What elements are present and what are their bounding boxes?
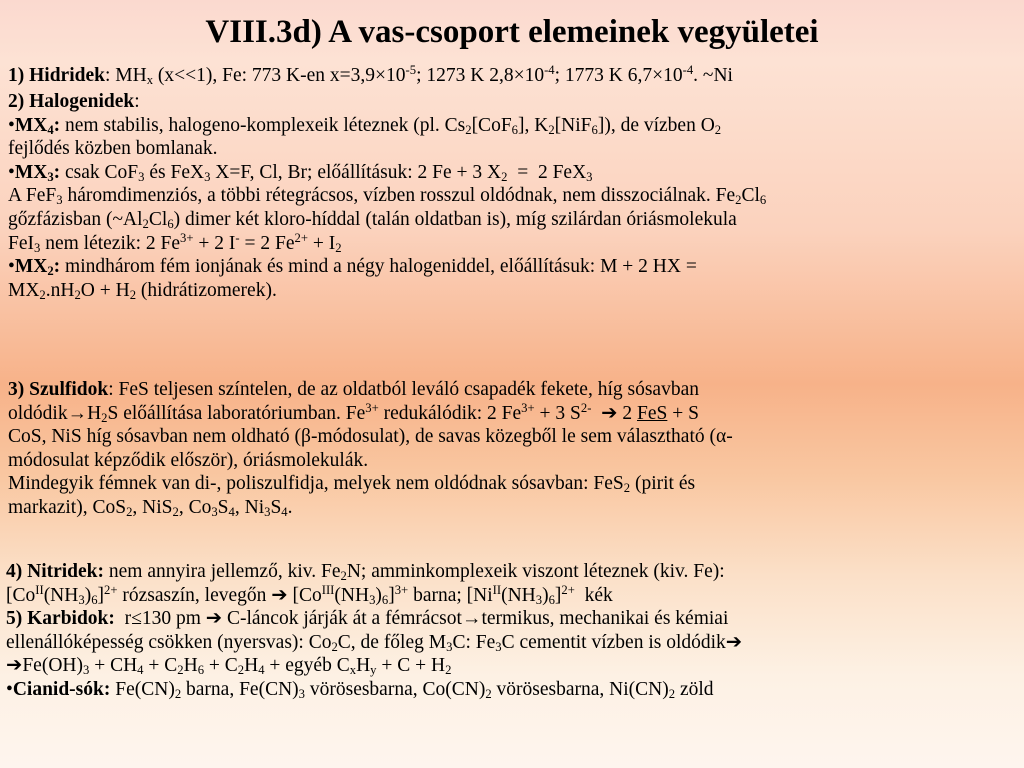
mx4-line-2: fejlődés közben bomlanak. xyxy=(8,138,218,160)
section-hydrides xyxy=(8,64,1018,88)
sulfides-line-2: $oldódik\to H_2S$ előállítása laboratóriumban. $Fe^{3+}$ redukálódik: 2 $Fe^{3+} + 3$ $S^{2-}$ ➔ 2 FeS + S xyxy=(8,400,699,425)
mx3-line-2: A FeF$_3$ háromdimenziós, a többi rétegrácsos, vízben rosszul oldódnak, nem disszociálnak. $Fe_2Cl_6$ xyxy=(8,185,767,208)
carbides-line-1: 5) Karbidok: r≤130 pm ➔ C-láncok járják át a fémrácsot→termikus, mechanikai és kémiai xyxy=(6,608,729,630)
nitrides-line-2: $[Co^{II}(NH_3)_6]^{2+}$ rózsaszín, levegőn ➔ $[Co^{III}(NH_3)_6]^{3+}$ barna; $[Ni^{II}(NH_3)_6]^{2+}$ kék xyxy=(6,582,613,607)
section-sulfides xyxy=(8,378,1018,520)
sulfides-line-6: markazit), CoS$_2$, NiS$_2$, $Co_3S_4$, $Ni_3S_4$. xyxy=(8,496,293,520)
sulfides-line-3: CoS, NiS híg sósavban nem oldható (β-módosulat), de savas közegből le sem választható (α- xyxy=(8,426,733,448)
sulfides-line-4: módosulat képződik először), óriásmolekulák. xyxy=(8,449,369,471)
carbides-line-2: ellenállóképesség csökken (nyersvas): $Co_2C$, de főleg $M_3C$: $Fe_3C$ cementit vízben is oldódik➔ xyxy=(6,631,743,654)
sulfides-line-1: 3) Szulfidok: FeS teljesen színtelen, de az oldatból leváló csapadék fekete, híg sósavban xyxy=(8,379,699,400)
cyanides-line: •Cianid-sók: $Fe(CN)_2$ barna, $Fe(CN)_3$ vörösesbarna, $Co(CN)_2$ vörösesbarna, $Ni(CN)_2$ zöld xyxy=(6,678,714,702)
mx3-line-3: gőzfázisban $(\sim Al_2Cl_6)$ dimer két kloro-híddal (talán oldatban is), míg szilárdan óriásmolekula xyxy=(8,208,737,232)
section-halides xyxy=(8,90,1018,302)
nitrides-line-1: 4) Nitridek: nem annyira jellemző, kiv. $Fe_2N$; amminkomplexeik viszont léteznek (kiv. Fe): xyxy=(6,561,725,584)
mx3-line-4: FeI$_3$ nem létezik: 2 $Fe^{3+} + 2$ I- = 2 $Fe^{2+} + I_2$ xyxy=(8,230,342,255)
sulfides-line-5: Mindegyik fémnek van di-, poliszulfidja, melyek nem oldódnak sósavban: FeS$_2$ (pirit és xyxy=(8,473,696,496)
slide-title: VIII.3d) A vas-csoport elemeinek vegyületei xyxy=(205,14,819,50)
halides-heading: 2) Halogenidek: xyxy=(8,91,140,112)
hydrides-line: 1) Hidridek: $MH_x$ (x<<1), Fe: 773 K-en $x=3,9\times 10^{-5}$; 1273 K $2,8\times 10^{-4}$; 1773 K $6,7\times 10^{-4}$. ~Ni xyxy=(8,63,733,88)
mx4-line-1: $•MX_4$: nem stabilis, halogeno-komplexeik léteznek (pl. $Cs_2[CoF_6]$, $K_2[NiF_6]$), de vízben $O_2$ xyxy=(8,114,722,137)
mx2-line-1: $•MX_2$: mindhárom fém ionjának és mind a négy halogeniddel, előállításuk: M + 2 HX = xyxy=(8,256,697,279)
section-nitrides-carbides xyxy=(6,560,1016,702)
mx3-line-1: $•MX_3$: csak CoF$_3$ és FeX$_3$ X=F, Cl, Br; előállításuk: 2 Fe + 3 $X_2 = 2$ FeX$_3$ xyxy=(8,161,593,184)
carbides-line-3: $➔Fe(OH)_3 + CH_4 + C_2H_6 + C_2H_4$ + egyéb $C_xH_y + C + H_2$ xyxy=(6,655,452,678)
mx2-line-2: $MX_2.nH_2O + H_2$ (hidrátizomerek). xyxy=(8,279,277,302)
